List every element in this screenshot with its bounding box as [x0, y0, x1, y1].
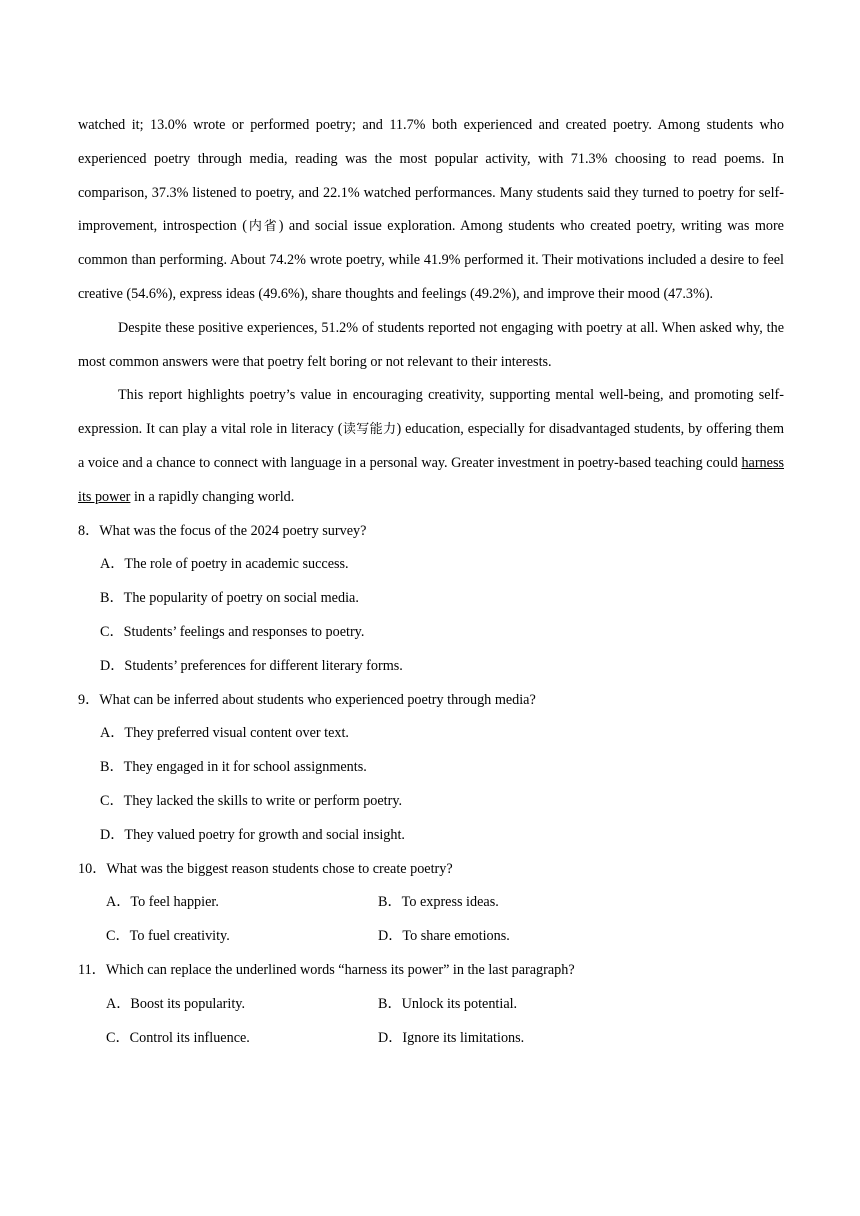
document-body: [78, 109, 784, 1055]
question-stem: 11．Which can replace the underlined words “harness its power” in the last paragraph?: [78, 961, 575, 978]
option-a: A．The role of poetry in academic success.: [100, 556, 349, 573]
chinese-gloss: 读写能力: [342, 422, 397, 438]
options-row: [78, 886, 784, 920]
option-d: D．To share emotions.: [378, 928, 510, 945]
options-row: [78, 988, 784, 1022]
option-c: C．Students’ feelings and responses to poetry.: [100, 623, 365, 640]
chinese-gloss: 内省: [246, 219, 279, 235]
question-8: [78, 515, 784, 684]
options-row: [78, 1022, 784, 1056]
option-c: C．They lacked the skills to write or perform poetry.: [100, 792, 403, 809]
question-10: [78, 853, 784, 954]
paragraph-text: ) education, especially for disadvantaged students, by offering them a voice and a chance to connect with language in a personal way. Greater investment in poetry-based teaching could: [78, 421, 784, 471]
option-a: A．To feel happier.: [106, 894, 219, 911]
option-a: A．They preferred visual content over text.: [100, 725, 349, 742]
question-stem: 9．What can be inferred about students who experienced poetry through media?: [78, 691, 536, 708]
underlined-phrase: harness its power: [78, 454, 784, 505]
option-d: D．Ignore its limitations.: [378, 1029, 525, 1046]
passage-paragraph-2: Despite these positive experiences, 51.2% of students reported not engaging with poetry at all. When asked why, the most common answers were that poetry felt boring or not relevant to their interests.: [78, 319, 784, 370]
passage-paragraph-1: [78, 109, 784, 312]
paragraph-text: watched it; 13.0% wrote or performed poetry; and 11.7% both experienced and created poetry. Among students who experienced poetry through media, reading was the most popular activity, with 71.3% choosing to read poems. In comparison, 37.3% listened to poetry, and 22.1% watched performances. Many students said they turned to poetry for self-improvement, introspection (: [78, 117, 784, 235]
options-row: [78, 920, 784, 954]
paragraph-text: in a rapidly changing world.: [130, 488, 295, 505]
option-d: D．They valued poetry for growth and social insight.: [100, 826, 405, 843]
option-b: B．To express ideas.: [378, 894, 499, 911]
option-b: B．They engaged in it for school assignments.: [100, 759, 367, 776]
option-b: B．Unlock its potential.: [378, 995, 518, 1012]
question-9: [78, 684, 784, 853]
option-b: B．The popularity of poetry on social media.: [100, 590, 359, 607]
question-11: [78, 954, 784, 1055]
option-d: D．Students’ preferences for different literary forms.: [100, 657, 403, 674]
paragraph-text: ) and social issue exploration. Among students who created poetry, writing was more common than performing. About 74.2% wrote poetry, while 41.9% performed it. Their motivations included a desire to feel creative (54.6%), express ideas (49.6%), share thoughts and feelings (49.2%), and improve their mood (47.3%).: [78, 218, 784, 302]
option-a: A．Boost its popularity.: [106, 995, 245, 1012]
option-c: C．Control its influence.: [106, 1029, 250, 1046]
option-c: C．To fuel creativity.: [106, 928, 230, 945]
paragraph-text: This report highlights poetry’s value in encouraging creativity, supporting mental well-being, and promoting self-expression. It can play a vital role in literacy (: [78, 387, 784, 438]
passage-paragraph-3: [78, 379, 784, 514]
question-stem: 10．What was the biggest reason students chose to create poetry?: [78, 860, 453, 877]
question-stem: 8．What was the focus of the 2024 poetry survey?: [78, 522, 367, 539]
